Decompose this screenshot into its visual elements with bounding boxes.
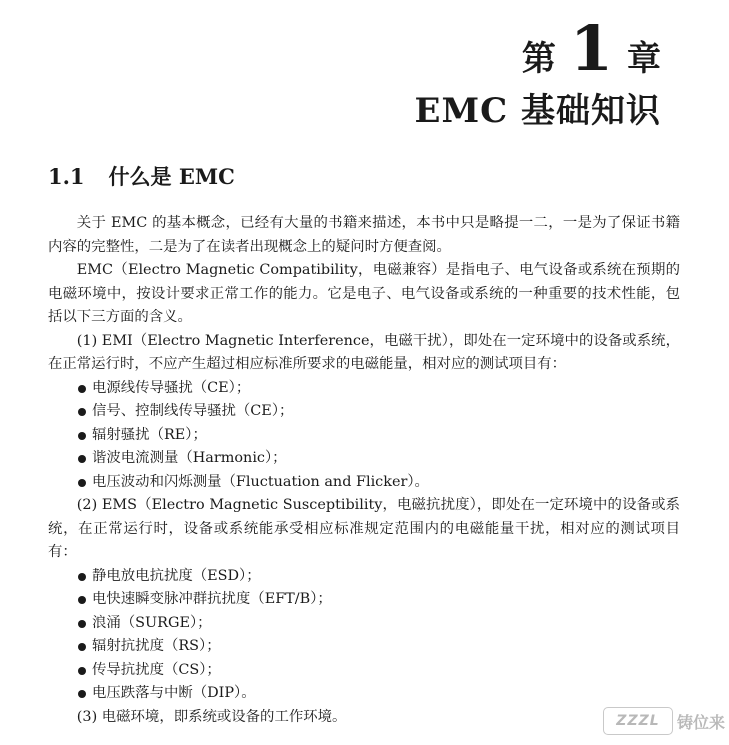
- bullet-icon: [78, 385, 86, 393]
- bullet-icon: [78, 408, 86, 416]
- section-number: 1.1: [48, 164, 85, 189]
- bullet-icon: [78, 690, 86, 698]
- bullet-icon: [78, 455, 86, 463]
- list-item: 传导抗扰度（CS）；: [48, 659, 680, 683]
- chapter-number: 1: [569, 12, 613, 85]
- bullet-icon: [78, 573, 86, 581]
- list-item: 电快速瞬变脉冲群抗扰度（EFT/B）；: [48, 588, 680, 612]
- bullet-icon: [78, 479, 86, 487]
- list-item: 电压波动和闪烁测量（Fluctuation and Flicker）。: [48, 471, 680, 495]
- section-title: 什么是 EMC: [108, 164, 235, 189]
- paragraph-intro: 关于 EMC 的基本概念，已经有大量的书籍来描述，本书中只是略提一二，一是为了保证书籍内容的完整性，二是为了在读者出现概念上的疑问时方便查阅。: [48, 215, 680, 255]
- chapter-suffix: 章: [627, 39, 661, 79]
- bullet-icon: [78, 667, 86, 675]
- list-item: 电源线传导骚扰（CE）；: [48, 377, 680, 401]
- chapter-prefix: 第: [521, 39, 556, 79]
- list-item: 静电放电抗扰度（ESD）；: [48, 565, 680, 589]
- list-item: 辐射抗扰度（RS）；: [48, 635, 680, 659]
- body-text: [48, 212, 680, 729]
- list-item: 浪涌（SURGE）；: [48, 612, 680, 636]
- ems-test-list: [48, 565, 680, 706]
- bullet-icon: [78, 432, 86, 440]
- watermark: [603, 707, 725, 735]
- list-item: 谐波电流测量（Harmonic）；: [48, 447, 680, 471]
- list-item: 信号、控制线传导骚扰（CE）；: [48, 400, 680, 424]
- list-item: 辐射骚扰（RE）；: [48, 424, 680, 448]
- section-heading: [48, 166, 235, 187]
- watermark-text: 铸位来: [676, 712, 725, 732]
- paragraph-emi-definition: (1) EMI（Electro Magnetic Interference，电磁干扰），即处在一定环境中的设备或系统，在正常运行时，不应产生超过相应标准所要求的电磁能量，相对应的测试项目有：: [48, 332, 680, 372]
- paragraph-ems-definition: (2) EMS（Electro Magnetic Susceptibility，电磁抗扰度），即处在一定环境中的设备或系统，在正常运行时，设备或系统能承受相应标准规定范围内的电磁能量干扰，相对应的测试项目有：: [48, 497, 680, 560]
- watermark-logo: ZZZL: [603, 707, 673, 735]
- bullet-icon: [78, 596, 86, 604]
- paragraph-emc-definition: EMC（Electro Magnetic Compatibility，电磁兼容）是指电子、电气设备或系统在预期的电磁环境中，按设计要求正常工作的能力。它是电子、电气设备或系统的一种重要的技术性能，包括以下三方面的含义。: [48, 262, 680, 325]
- chapter-heading: [414, 12, 661, 131]
- bullet-icon: [78, 643, 86, 651]
- chapter-number-line: [415, 12, 661, 85]
- bullet-icon: [78, 620, 86, 628]
- paragraph-environment: (3) 电磁环境，即系统或设备的工作环境。: [76, 708, 347, 725]
- chapter-title: EMC 基础知识: [414, 91, 661, 131]
- emi-test-list: [48, 377, 680, 495]
- list-item: 电压跌落与中断（DIP）。: [48, 682, 680, 706]
